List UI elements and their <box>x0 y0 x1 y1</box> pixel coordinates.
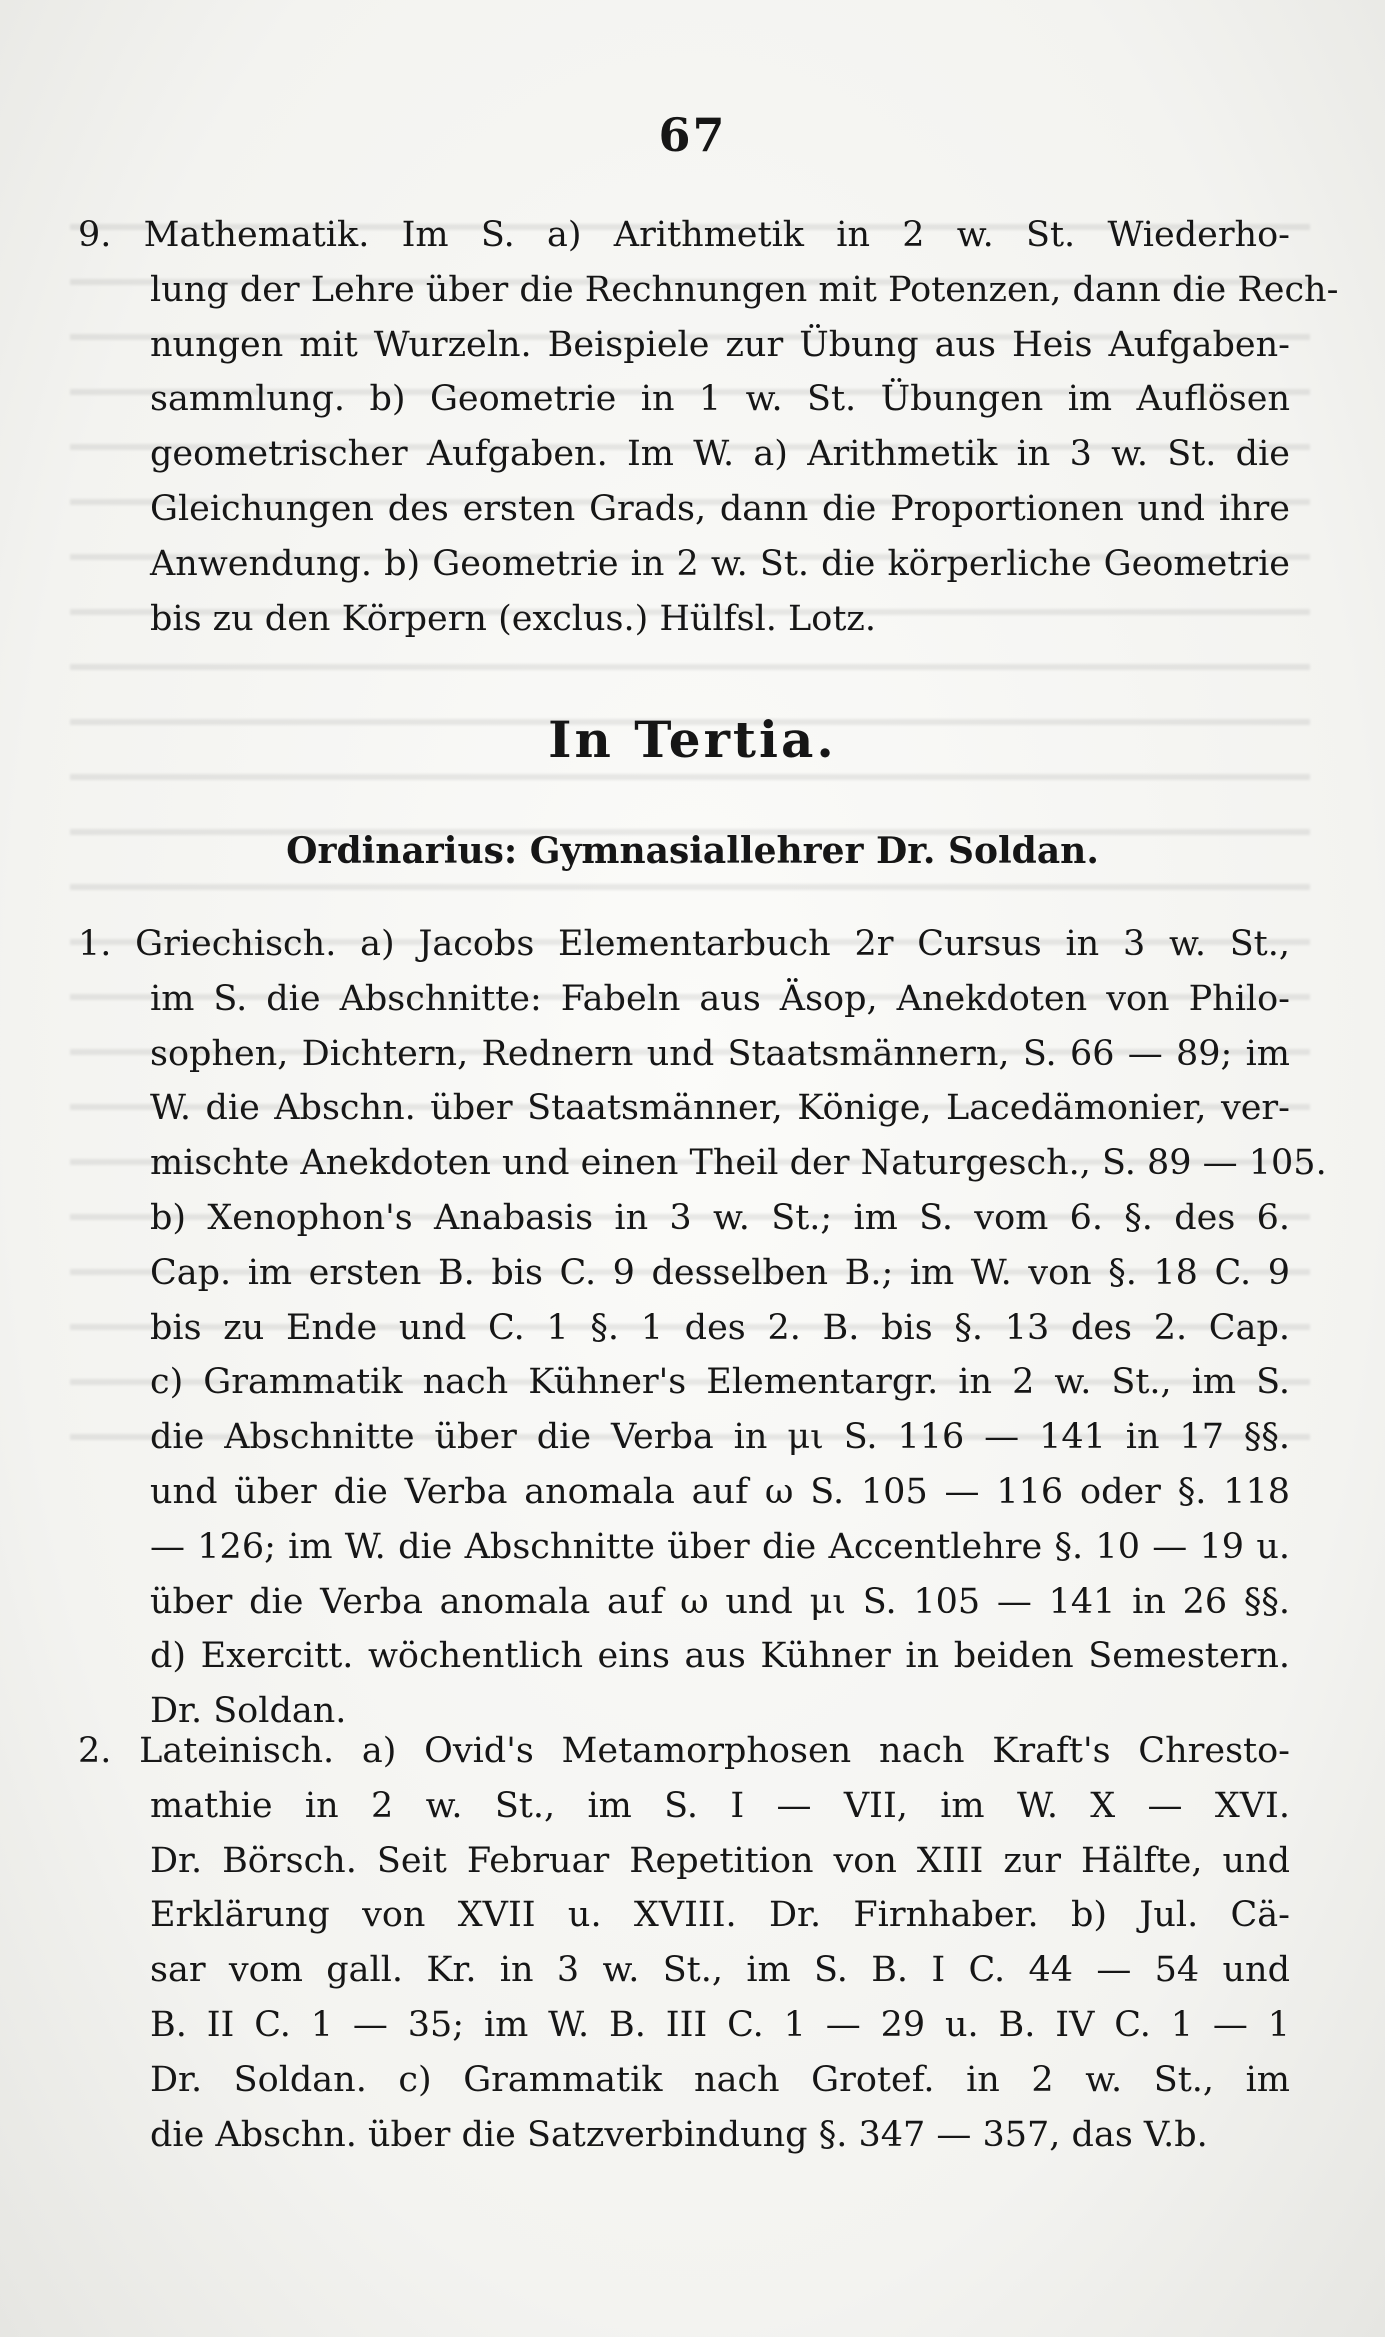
griech-line-9: c) Grammatik nach Kühner's Elementargr. in 2 w. St., im S. <box>150 1362 1290 1403</box>
griech-line-4: W. die Abschn. über Staatsmänner, Könige, Lacedämonier, ver- <box>150 1088 1290 1129</box>
latein-line-3: Dr. Börsch. Seit Februar Repetition von XIII zur Hälfte, und <box>150 1840 1290 1881</box>
griech-line-12: — 126; im W. die Abschnitte über die Accentlehre §. 10 — 19 u. <box>150 1526 1290 1567</box>
section-griechisch <box>78 917 1327 1739</box>
math-line-4: sammlung. b) Geometrie in 1 w. St. Übungen im Auflösen <box>150 379 1290 420</box>
griech-line-11: und über die Verba anomala auf ω S. 105 — 116 oder §. 118 <box>150 1471 1290 1512</box>
griech-line-2: im S. die Abschnitte: Fabeln aus Äsop, Anekdoten von Philo- <box>150 978 1290 1019</box>
latein-line-4: Erklärung von XVII u. XVIII. Dr. Firnhaber. b) Jul. Cä- <box>150 1895 1290 1936</box>
latein-line-8: die Abschn. über die Satzverbindung §. 347 — 357, das V.b. <box>150 2114 1208 2155</box>
griech-line-10: die Abschnitte über die Verba in μι S. 116 — 141 in 17 §§. <box>150 1417 1290 1458</box>
latein-line-1: 2. Lateinisch. a) Ovid's Metamorphosen nach Kraft's Chresto- <box>78 1731 1290 1771</box>
section-lateinisch <box>78 1724 1290 2162</box>
math-line-2: lung der Lehre über die Rechnungen mit Potenzen, dann die Rech- <box>150 269 1339 310</box>
math-line-5: geometrischer Aufgaben. Im W. a) Arithmetik in 3 w. St. die <box>150 434 1290 475</box>
page-number: 67 <box>658 108 727 162</box>
latein-line-7: Dr. Soldan. c) Grammatik nach Grotef. in 2 w. St., im <box>150 2059 1290 2100</box>
griech-line-7: Cap. im ersten B. bis C. 9 desselben B.; im W. von §. 18 C. 9 <box>150 1252 1290 1293</box>
griech-line-14: d) Exercitt. wöchentlich eins aus Kühner in beiden Semestern. <box>150 1636 1290 1677</box>
ordinarius-line: Ordinarius: Gymnasiallehrer Dr. Soldan. <box>286 830 1099 872</box>
latein-line-5: sar vom gall. Kr. in 3 w. St., im S. B. I C. 44 — 54 und <box>150 1950 1290 1991</box>
griech-line-15: Dr. Soldan. <box>150 1691 347 1732</box>
latein-line-2: mathie in 2 w. St., im S. I — VII, im W. X — XVI. <box>150 1785 1290 1826</box>
math-line-7: Anwendung. b) Geometrie in 2 w. St. die körperliche Geometrie <box>150 543 1290 584</box>
griech-line-6: b) Xenophon's Anabasis in 3 w. St.; im S. vom 6. §. des 6. <box>150 1197 1290 1238</box>
heading-tertia: In Tertia. <box>548 710 837 769</box>
griech-line-8: bis zu Ende und C. 1 §. 1 des 2. B. bis §. 13 des 2. Cap. <box>150 1307 1290 1348</box>
griech-line-1: 1. Griechisch. a) Jacobs Elementarbuch 2r Cursus in 3 w. St., <box>78 924 1290 964</box>
math-line-1: 9. Mathematik. Im S. a) Arithmetik in 2 w. St. Wiederho- <box>78 215 1290 255</box>
math-line-6: Gleichungen des ersten Grads, dann die Proportionen und ihre <box>150 488 1290 529</box>
math-line-8: bis zu den Körpern (exclus.) Hülfsl. Lotz. <box>150 598 876 639</box>
griech-line-5: mischte Anekdoten und einen Theil der Naturgesch., S. 89 — 105. <box>150 1143 1327 1184</box>
griech-line-13: über die Verba anomala auf ω und μι S. 105 — 141 in 26 §§. <box>150 1581 1290 1622</box>
latein-line-6: B. II C. 1 — 35; im W. B. III C. 1 — 29 u. B. IV C. 1 — 1 <box>150 2004 1290 2045</box>
griech-line-3: sophen, Dichtern, Rednern und Staatsmännern, S. 66 — 89; im <box>150 1033 1290 1074</box>
math-line-3: nungen mit Wurzeln. Beispiele zur Übung aus Heis Aufgaben- <box>150 324 1290 365</box>
section-mathematics <box>78 208 1339 646</box>
